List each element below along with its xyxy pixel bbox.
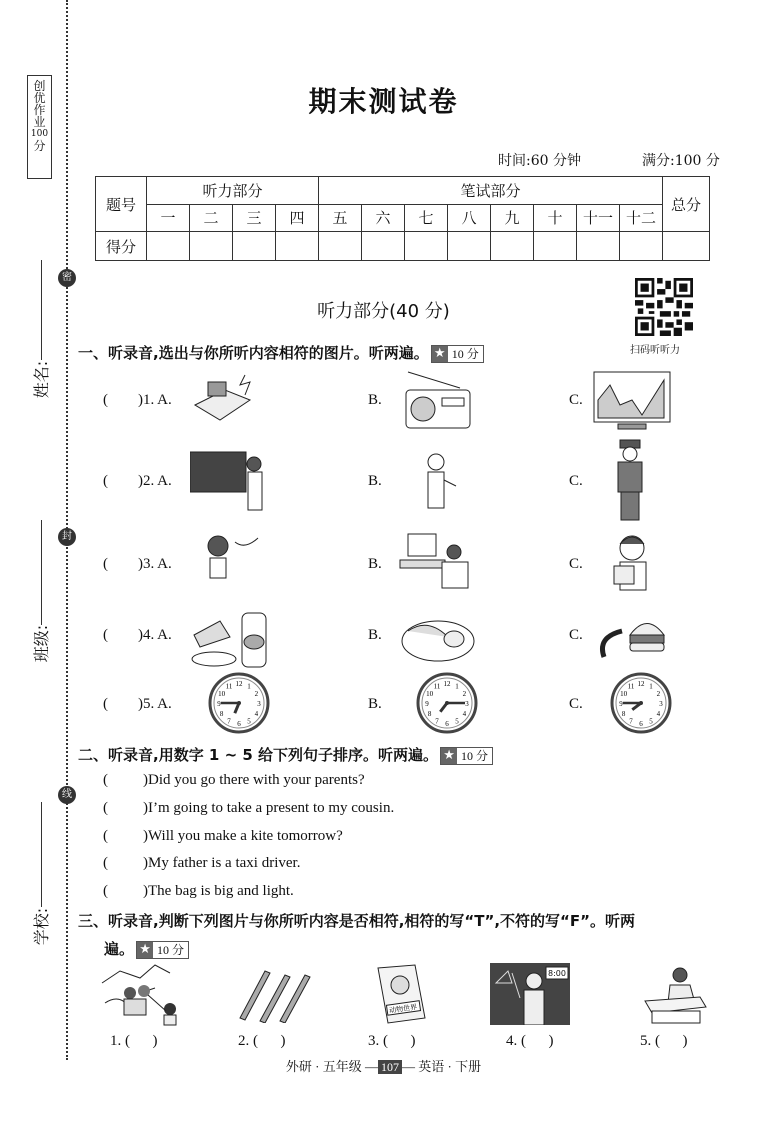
doing-homework-icon	[640, 963, 710, 1025]
option-c-label: C.	[569, 696, 583, 712]
question-number-option-a: )1. A.	[138, 392, 172, 408]
part3-title-line1: 三、听录音,判断下列图片与你所听内容是否相符,相符的写“T”,不符的写“F”。听两	[78, 912, 636, 930]
score-cell[interactable]	[620, 232, 663, 261]
total-score-cell[interactable]	[663, 232, 710, 261]
option-c-label: C.	[569, 556, 583, 572]
answer-blank[interactable]: (	[103, 392, 108, 408]
brand-char: 作	[33, 103, 46, 117]
clock-numeral: 2	[656, 690, 661, 698]
listening-section-heading: 听力部分(40 分)	[317, 301, 450, 322]
clock-numeral: 11	[225, 682, 233, 691]
clock-numeral: 10	[426, 690, 434, 698]
policeman-icon[interactable]	[592, 438, 672, 523]
part1-instruction: 一、听录音,选出与你所听内容相符的图片。听两遍。	[78, 344, 429, 362]
answer-blank[interactable]: (	[103, 627, 108, 643]
clock-numeral: 4	[254, 710, 259, 718]
brand-char: 100	[30, 129, 49, 139]
total-header: 总分	[663, 177, 710, 232]
clock-numeral: 12	[443, 680, 451, 688]
clock-numeral: 6	[237, 720, 241, 728]
school-field-line[interactable]	[41, 802, 42, 907]
col-header: 四	[276, 204, 319, 232]
clock-numeral: 3	[257, 700, 261, 708]
clock-sign-text: 8:00	[548, 969, 566, 978]
seal-feng: 封	[58, 528, 76, 546]
col-header: 一	[147, 204, 190, 232]
footer-dash: —	[365, 1059, 378, 1074]
question-number-option-a: )3. A.	[138, 556, 172, 572]
page-title: 期末测试卷	[308, 85, 459, 118]
col-header: 三	[233, 204, 276, 232]
answer-blank[interactable]: (	[103, 772, 108, 788]
score-cell[interactable]	[276, 232, 319, 261]
fish-chips-icon[interactable]	[398, 607, 478, 669]
mountain-climbing-icon	[100, 963, 185, 1028]
points-value: 10 分	[461, 749, 489, 763]
part3-answer-4[interactable]: 4. ( )	[506, 1033, 554, 1049]
sentence-item	[103, 800, 394, 817]
clock-numeral: 11	[433, 682, 441, 691]
score-cell[interactable]	[362, 232, 405, 261]
option-b-label: B.	[368, 556, 382, 572]
part3-answer-3[interactable]: 3. ( )	[368, 1033, 416, 1049]
option-b-label: B.	[368, 473, 382, 489]
full-score: 满分:100 分	[642, 153, 720, 169]
tv-chart-icon[interactable]	[592, 370, 672, 432]
sentence-item	[103, 855, 300, 872]
answer-blank[interactable]: (	[103, 828, 108, 844]
score-table	[95, 176, 710, 261]
clock-numeral: 7	[227, 717, 231, 726]
points-badge	[431, 345, 484, 363]
option-c-label: C.	[569, 392, 583, 408]
answer-blank[interactable]: (	[103, 696, 108, 712]
clock-icon[interactable]	[610, 672, 672, 734]
part1-title	[78, 342, 484, 363]
part2-title	[78, 744, 493, 765]
clock-numeral: 9	[425, 700, 429, 708]
points-badge	[440, 747, 493, 765]
question-number-option-a: )5. A.	[138, 696, 172, 712]
clock-numeral: 1	[247, 682, 251, 691]
col-header: 二	[190, 204, 233, 232]
brand-char: 优	[33, 91, 46, 105]
sentence-item	[103, 883, 294, 900]
sentence-item	[103, 772, 365, 789]
points-badge	[136, 941, 189, 959]
school-field-label: 学校:	[32, 907, 52, 946]
answer-blank[interactable]: (	[103, 556, 108, 572]
col-header: 十二	[620, 204, 663, 232]
clock-numeral: 10	[218, 690, 226, 698]
clock-numeral: 5	[247, 717, 251, 726]
col-header: 八	[448, 204, 491, 232]
score-cell[interactable]	[405, 232, 448, 261]
clock-numeral: 7	[435, 717, 439, 726]
col-header: 六	[362, 204, 405, 232]
clock-icon[interactable]	[416, 672, 478, 734]
clock-numeral: 1	[455, 682, 459, 691]
col-header: 九	[491, 204, 534, 232]
clock-numeral: 8	[219, 710, 224, 718]
pencils-icon	[235, 963, 315, 1023]
col-header: 五	[319, 204, 362, 232]
clock-numeral: 8	[621, 710, 626, 718]
seal-xian: 线	[58, 786, 76, 804]
qr-code-icon[interactable]	[635, 278, 693, 336]
footer-dash: —	[402, 1059, 415, 1074]
col-header: 七	[405, 204, 448, 232]
name-field-label: 姓名:	[32, 360, 52, 399]
col-header: 十一	[577, 204, 620, 232]
clock-numeral: 2	[254, 690, 259, 698]
brand-char: 分	[33, 139, 46, 153]
question-number-header: 题号	[96, 177, 147, 232]
teacher-class-time-icon	[490, 963, 570, 1025]
star-icon: ★	[441, 748, 457, 764]
class-field-label: 班级:	[32, 624, 52, 663]
question-number-option-a: )2. A.	[138, 473, 172, 489]
part3-answer-2[interactable]: 2. ( )	[238, 1033, 286, 1049]
book-title: 动物世界	[388, 1003, 418, 1015]
option-b-label: B.	[368, 392, 382, 408]
score-cell[interactable]	[233, 232, 276, 261]
sentence-item	[103, 828, 343, 845]
answer-blank[interactable]: (	[103, 855, 108, 871]
brand-char: 业	[33, 115, 46, 129]
option-b-label: B.	[368, 696, 382, 712]
dancing-boy-icon[interactable]	[190, 530, 270, 592]
score-cell[interactable]	[448, 232, 491, 261]
qr-caption: 扫码听听力	[630, 345, 680, 356]
clock-numeral: 11	[627, 682, 635, 691]
sentence-text: )Will you make a kite tomorrow?	[143, 828, 343, 844]
teacher-icon[interactable]	[190, 450, 270, 512]
telephone-icon[interactable]	[190, 370, 270, 432]
radio-icon[interactable]	[398, 370, 478, 432]
page-footer	[0, 1056, 767, 1075]
clock-numeral: 8	[427, 710, 432, 718]
brand-char: 创	[33, 79, 46, 93]
reading-girl-icon[interactable]	[592, 530, 672, 592]
sentence-text: )I’m going to take a present to my cousin.	[143, 800, 395, 816]
part3-title-line2	[104, 938, 189, 959]
score-cell[interactable]	[577, 232, 620, 261]
clock-icon[interactable]	[208, 672, 270, 734]
option-c-label: C.	[569, 627, 583, 643]
sentence-text: )The bag is big and light.	[143, 883, 294, 899]
score-cell[interactable]	[319, 232, 362, 261]
score-cell[interactable]	[147, 232, 190, 261]
answer-blank[interactable]: (	[103, 883, 108, 899]
answer-blank[interactable]: (	[103, 473, 108, 489]
score-cell[interactable]	[491, 232, 534, 261]
part3-instruction-end: 遍。	[104, 940, 135, 958]
part2-instruction: 二、听录音,用数字 1 ~ 5 给下列句子排序。听两遍。	[78, 746, 439, 764]
clock-numeral: 7	[629, 717, 633, 726]
star-icon: ★	[137, 942, 153, 958]
score-cell[interactable]	[190, 232, 233, 261]
clock-numeral: 2	[462, 690, 467, 698]
sentence-text: )My father is a taxi driver.	[143, 855, 301, 871]
points-value: 10 分	[451, 347, 479, 361]
clock-numeral: 3	[465, 700, 469, 708]
writing-group-header: 笔试部分	[319, 177, 663, 205]
clock-numeral: 1	[649, 682, 653, 691]
exam-time: 时间:60 分钟	[498, 153, 581, 169]
answer-blank[interactable]: (	[103, 800, 108, 816]
seal-mi: 密	[58, 269, 76, 287]
question-number-option-a: )4. A.	[138, 627, 172, 643]
points-value: 10 分	[157, 943, 185, 957]
clock-numeral: 4	[656, 710, 661, 718]
clock-numeral: 10	[620, 690, 628, 698]
clock-numeral: 3	[659, 700, 663, 708]
clock-numeral: 6	[639, 720, 643, 728]
sentence-text: )Did you go there with your parents?	[143, 772, 365, 788]
option-c-label: C.	[569, 473, 583, 489]
sandwich-milk-icon[interactable]	[190, 607, 270, 669]
hamburger-sausage-icon[interactable]	[592, 607, 672, 669]
clock-numeral: 12	[235, 680, 243, 688]
option-b-label: B.	[368, 627, 382, 643]
page-number: 107	[378, 1060, 402, 1074]
col-header: 十	[534, 204, 577, 232]
clock-numeral: 12	[637, 680, 645, 688]
clock-numeral: 6	[445, 720, 449, 728]
score-row-header: 得分	[96, 232, 147, 261]
score-cell[interactable]	[534, 232, 577, 261]
part3-answer-1[interactable]: 1. ( )	[110, 1033, 158, 1049]
clock-numeral: 9	[619, 700, 623, 708]
clock-numeral: 4	[462, 710, 467, 718]
clock-numeral: 5	[455, 717, 459, 726]
part3-answer-5[interactable]: 5. ( )	[640, 1033, 688, 1049]
worker-icon[interactable]	[398, 450, 478, 512]
watching-tv-icon[interactable]	[398, 530, 478, 592]
clock-numeral: 9	[217, 700, 221, 708]
star-icon: ★	[432, 346, 448, 362]
class-field-line[interactable]	[41, 520, 42, 625]
footer-edition: 外研 · 五年级	[285, 1059, 362, 1074]
clock-numeral: 5	[649, 717, 653, 726]
listening-group-header: 听力部分	[147, 177, 319, 205]
animal-world-book-icon	[370, 963, 430, 1028]
footer-subject: 英语 · 下册	[418, 1059, 482, 1074]
